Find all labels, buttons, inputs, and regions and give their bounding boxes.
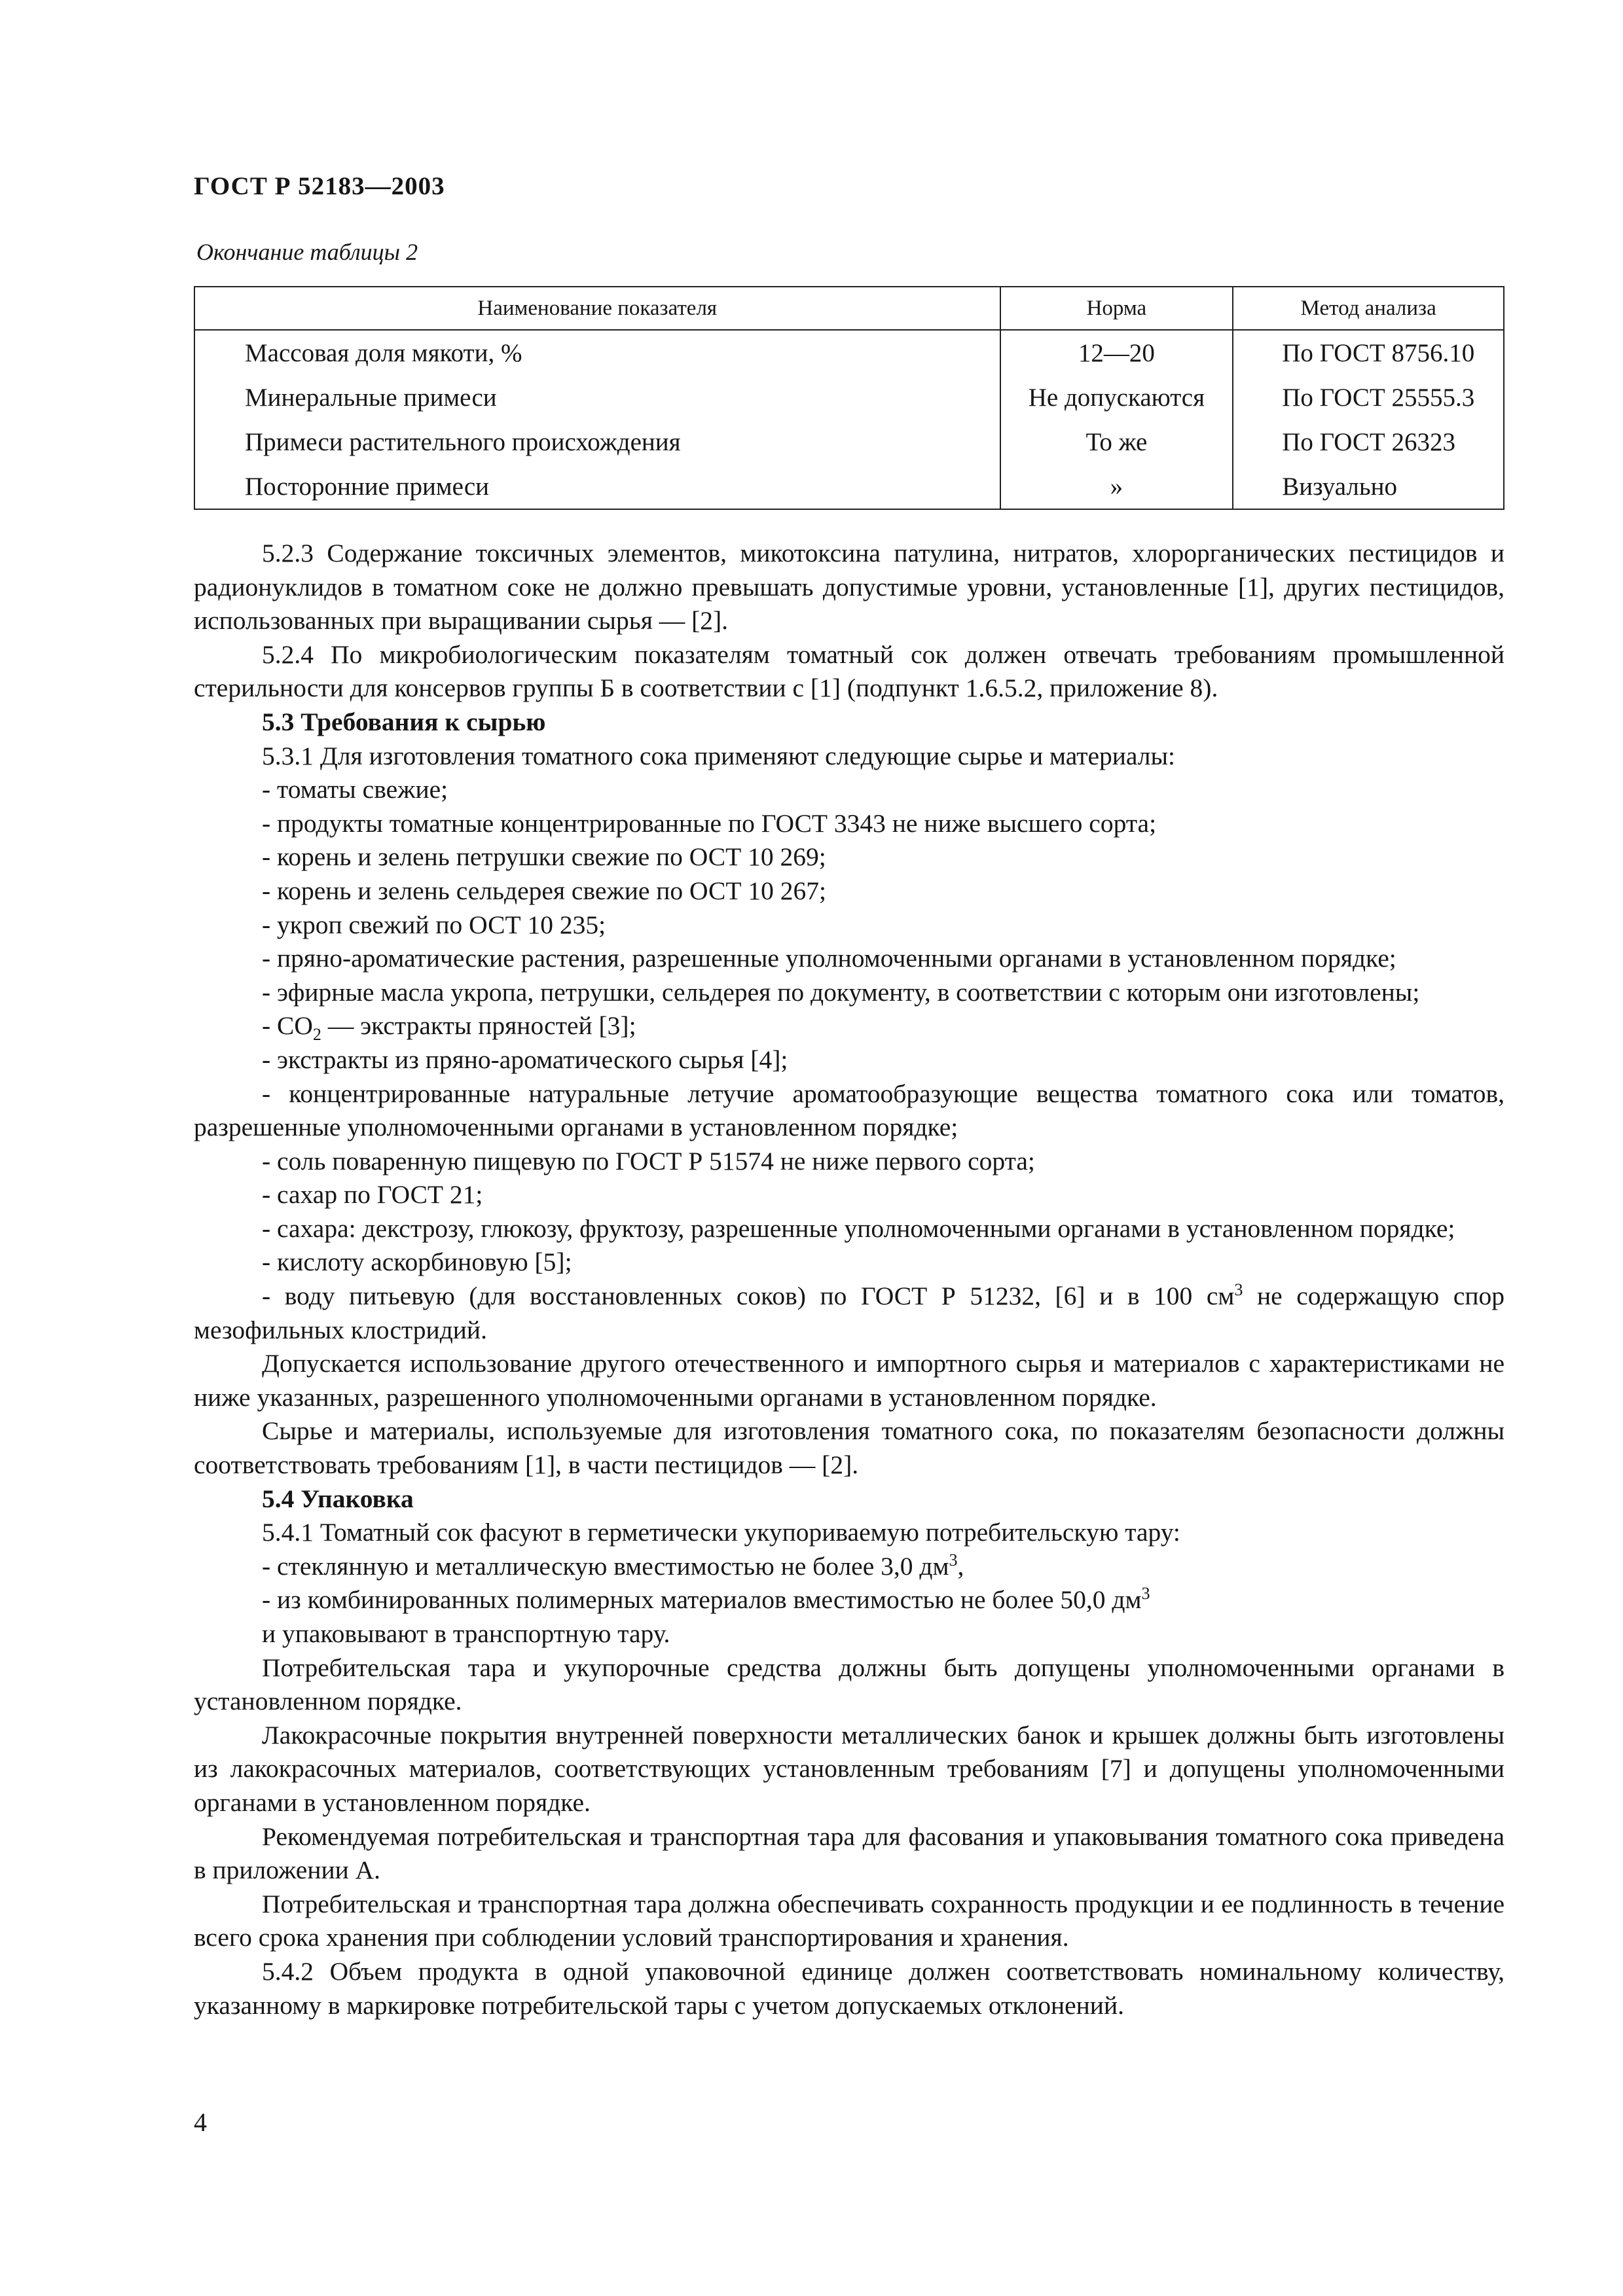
paragraph-recommended-packaging: Рекомендуемая потребительская и транспортная тара для фасования и упаковывания томатного сока приведена в приложении А.	[194, 1821, 1504, 1885]
page-number: 4	[194, 2108, 207, 2137]
water-text-post: не содержащую спор мезофильных клостридий.	[194, 1282, 1504, 1344]
table-row	[194, 330, 1504, 375]
polymer-text-pre: - из комбинированных полимерных материалов вместимостью не более 50,0 дм	[262, 1585, 1142, 1615]
list-item: - экстракты из пряно-ароматического сырья [4];	[262, 1045, 788, 1074]
paragraph-5-2-4: 5.2.4 По микробиологическим показателям томатный сок должен отвечать требованиям промышленной стерильности для консервов группы Б в соответствии с [1] (подпункт 1.6.5.2, приложение 8).	[194, 639, 1504, 703]
list-item-co2	[194, 1009, 1504, 1043]
paragraph-consumer-packaging: Потребительская тара и укупорочные средства должны быть допущены уполномоченными органами в установленном порядке.	[194, 1653, 1504, 1716]
cell-name: Минеральные примеси	[194, 375, 1000, 420]
cell-norm: 12—20	[1000, 330, 1233, 375]
column-header-name: Наименование показателя	[194, 287, 1000, 330]
co2-text-pre: - СО	[262, 1011, 313, 1041]
column-header-method: Метод анализа	[1233, 287, 1504, 330]
table-caption: Окончание таблицы 2	[196, 239, 418, 265]
table-row	[194, 375, 1504, 420]
paragraph-5-2-3: 5.2.3 Содержание токсичных элементов, микотоксина патулина, нитратов, хлорорганических пестицидов и радионуклидов в томатном соке не должно превышать допустимые уровни, установленные [1], других пестицидов, использованных при выращивании сырья — [2].	[194, 539, 1504, 636]
cell-name: Массовая доля мякоти, %	[194, 330, 1000, 375]
document-code: ГОСТ Р 52183—2003	[194, 172, 445, 200]
list-item: - эфирные масла укропа, петрушки, сельдерея по документу, в соответствии с которым они изготовлены;	[262, 977, 1420, 1007]
paragraph-allowance: Допускается использование другого отечественного и импортного сырья и материалов с характеристиками не ниже указанных, разрешенного уполномоченными органами в установленном порядке.	[194, 1349, 1504, 1412]
table-row	[194, 420, 1504, 464]
list-item: - пряно-ароматические растения, разрешенные уполномоченными органами в установленном порядке;	[262, 944, 1396, 973]
list-item: - продукты томатные концентрированные по ГОСТ 3343 не ниже высшего сорта;	[262, 808, 1157, 838]
paragraph-preservation: Потребительская и транспортная тара должна обеспечивать сохранность продукции и ее подлинность в течение всего срока хранения при соблюдении условий транспортирования и хранения.	[194, 1889, 1504, 1952]
polymer-superscript: 3	[1141, 1584, 1150, 1604]
cell-norm: То же	[1000, 420, 1233, 464]
glass-superscript: 3	[949, 1550, 958, 1570]
list-item: - кислоту аскорбиновую [5];	[262, 1247, 572, 1277]
cell-method: По ГОСТ 8756.10	[1233, 330, 1504, 375]
list-item-transport: и упаковывают в транспортную тару.	[262, 1619, 670, 1648]
cell-norm: Не допускаются	[1000, 375, 1233, 420]
paragraph-5-3-1: 5.3.1 Для изготовления томатного сока применяют следующие сырье и материалы:	[262, 741, 1176, 770]
glass-text-post: ,	[957, 1551, 964, 1581]
list-item-glass	[194, 1550, 1504, 1584]
paragraph-coatings: Лакокрасочные покрытия внутренней поверхности металлических банок и крышек должны быть изготовлены из лакокрасочных материалов, соответствующих установленным требованиям [7] и допущены уполномоченными органами в установленном порядке.	[194, 1720, 1504, 1817]
list-item: - корень и зелень сельдерея свежие по ОСТ 10 267;	[262, 876, 826, 905]
section-heading-5-3: 5.3 Требования к сырью	[262, 707, 546, 736]
water-text-pre: - воду питьевую (для восстановленных соков) по ГОСТ Р 51232, [6] и в 100 см	[262, 1282, 1235, 1311]
list-item: - укроп свежий по ОСТ 10 235;	[262, 910, 606, 939]
list-item-water	[194, 1280, 1504, 1347]
paragraph-5-4-2: 5.4.2 Объем продукта в одной упаковочной единице должен соответствовать номинальному количеству, указанному в маркировке потребительской тары с учетом допускаемых отклонений.	[194, 1956, 1504, 2020]
list-item: - концентрированные натуральные летучие ароматообразующие вещества томатного сока или томатов, разрешенные уполномоченными органами в установленном порядке;	[194, 1079, 1504, 1142]
co2-subscript: 2	[312, 1025, 321, 1045]
list-item: - корень и зелень петрушки свежие по ОСТ 10 269;	[262, 842, 826, 872]
list-item: - томаты свежие;	[262, 775, 448, 804]
cell-method: Визуально	[1233, 464, 1504, 509]
cell-norm: »	[1000, 464, 1233, 509]
section-heading-5-4: 5.4 Упаковка	[262, 1484, 414, 1513]
list-item: - сахара: декстрозу, глюкозу, фруктозу, разрешенные уполномоченными органами в установленном порядке;	[262, 1213, 1455, 1243]
column-header-norm: Норма	[1000, 287, 1233, 330]
cell-name: Примеси растительного происхождения	[194, 420, 1000, 464]
table-row	[194, 464, 1504, 509]
cell-method: По ГОСТ 25555.3	[1233, 375, 1504, 420]
paragraph-safety: Сырье и материалы, используемые для изготовления томатного сока, по показателям безопасности должны соответствовать требованиям [1], в части пестицидов — [2].	[194, 1416, 1504, 1480]
list-item-polymer	[194, 1583, 1504, 1617]
list-item: - сахар по ГОСТ 21;	[262, 1180, 483, 1210]
cell-method: По ГОСТ 26323	[1233, 420, 1504, 464]
table-header-row	[194, 287, 1504, 330]
water-superscript: 3	[1234, 1280, 1243, 1299]
glass-text-pre: - стеклянную и металлическую вместимостью не более 3,0 дм	[262, 1551, 949, 1581]
list-item: - соль поваренную пищевую по ГОСТ Р 51574 не ниже первого сорта;	[262, 1146, 1035, 1175]
document-body	[194, 537, 1504, 2022]
paragraph-5-4-1: 5.4.1 Томатный сок фасуют в герметически укупориваемую потребительскую тару:	[262, 1518, 1180, 1547]
co2-text-post: — экстракты пряностей [3];	[321, 1011, 636, 1041]
cell-name: Посторонние примеси	[194, 464, 1000, 509]
parameters-table	[194, 286, 1504, 510]
